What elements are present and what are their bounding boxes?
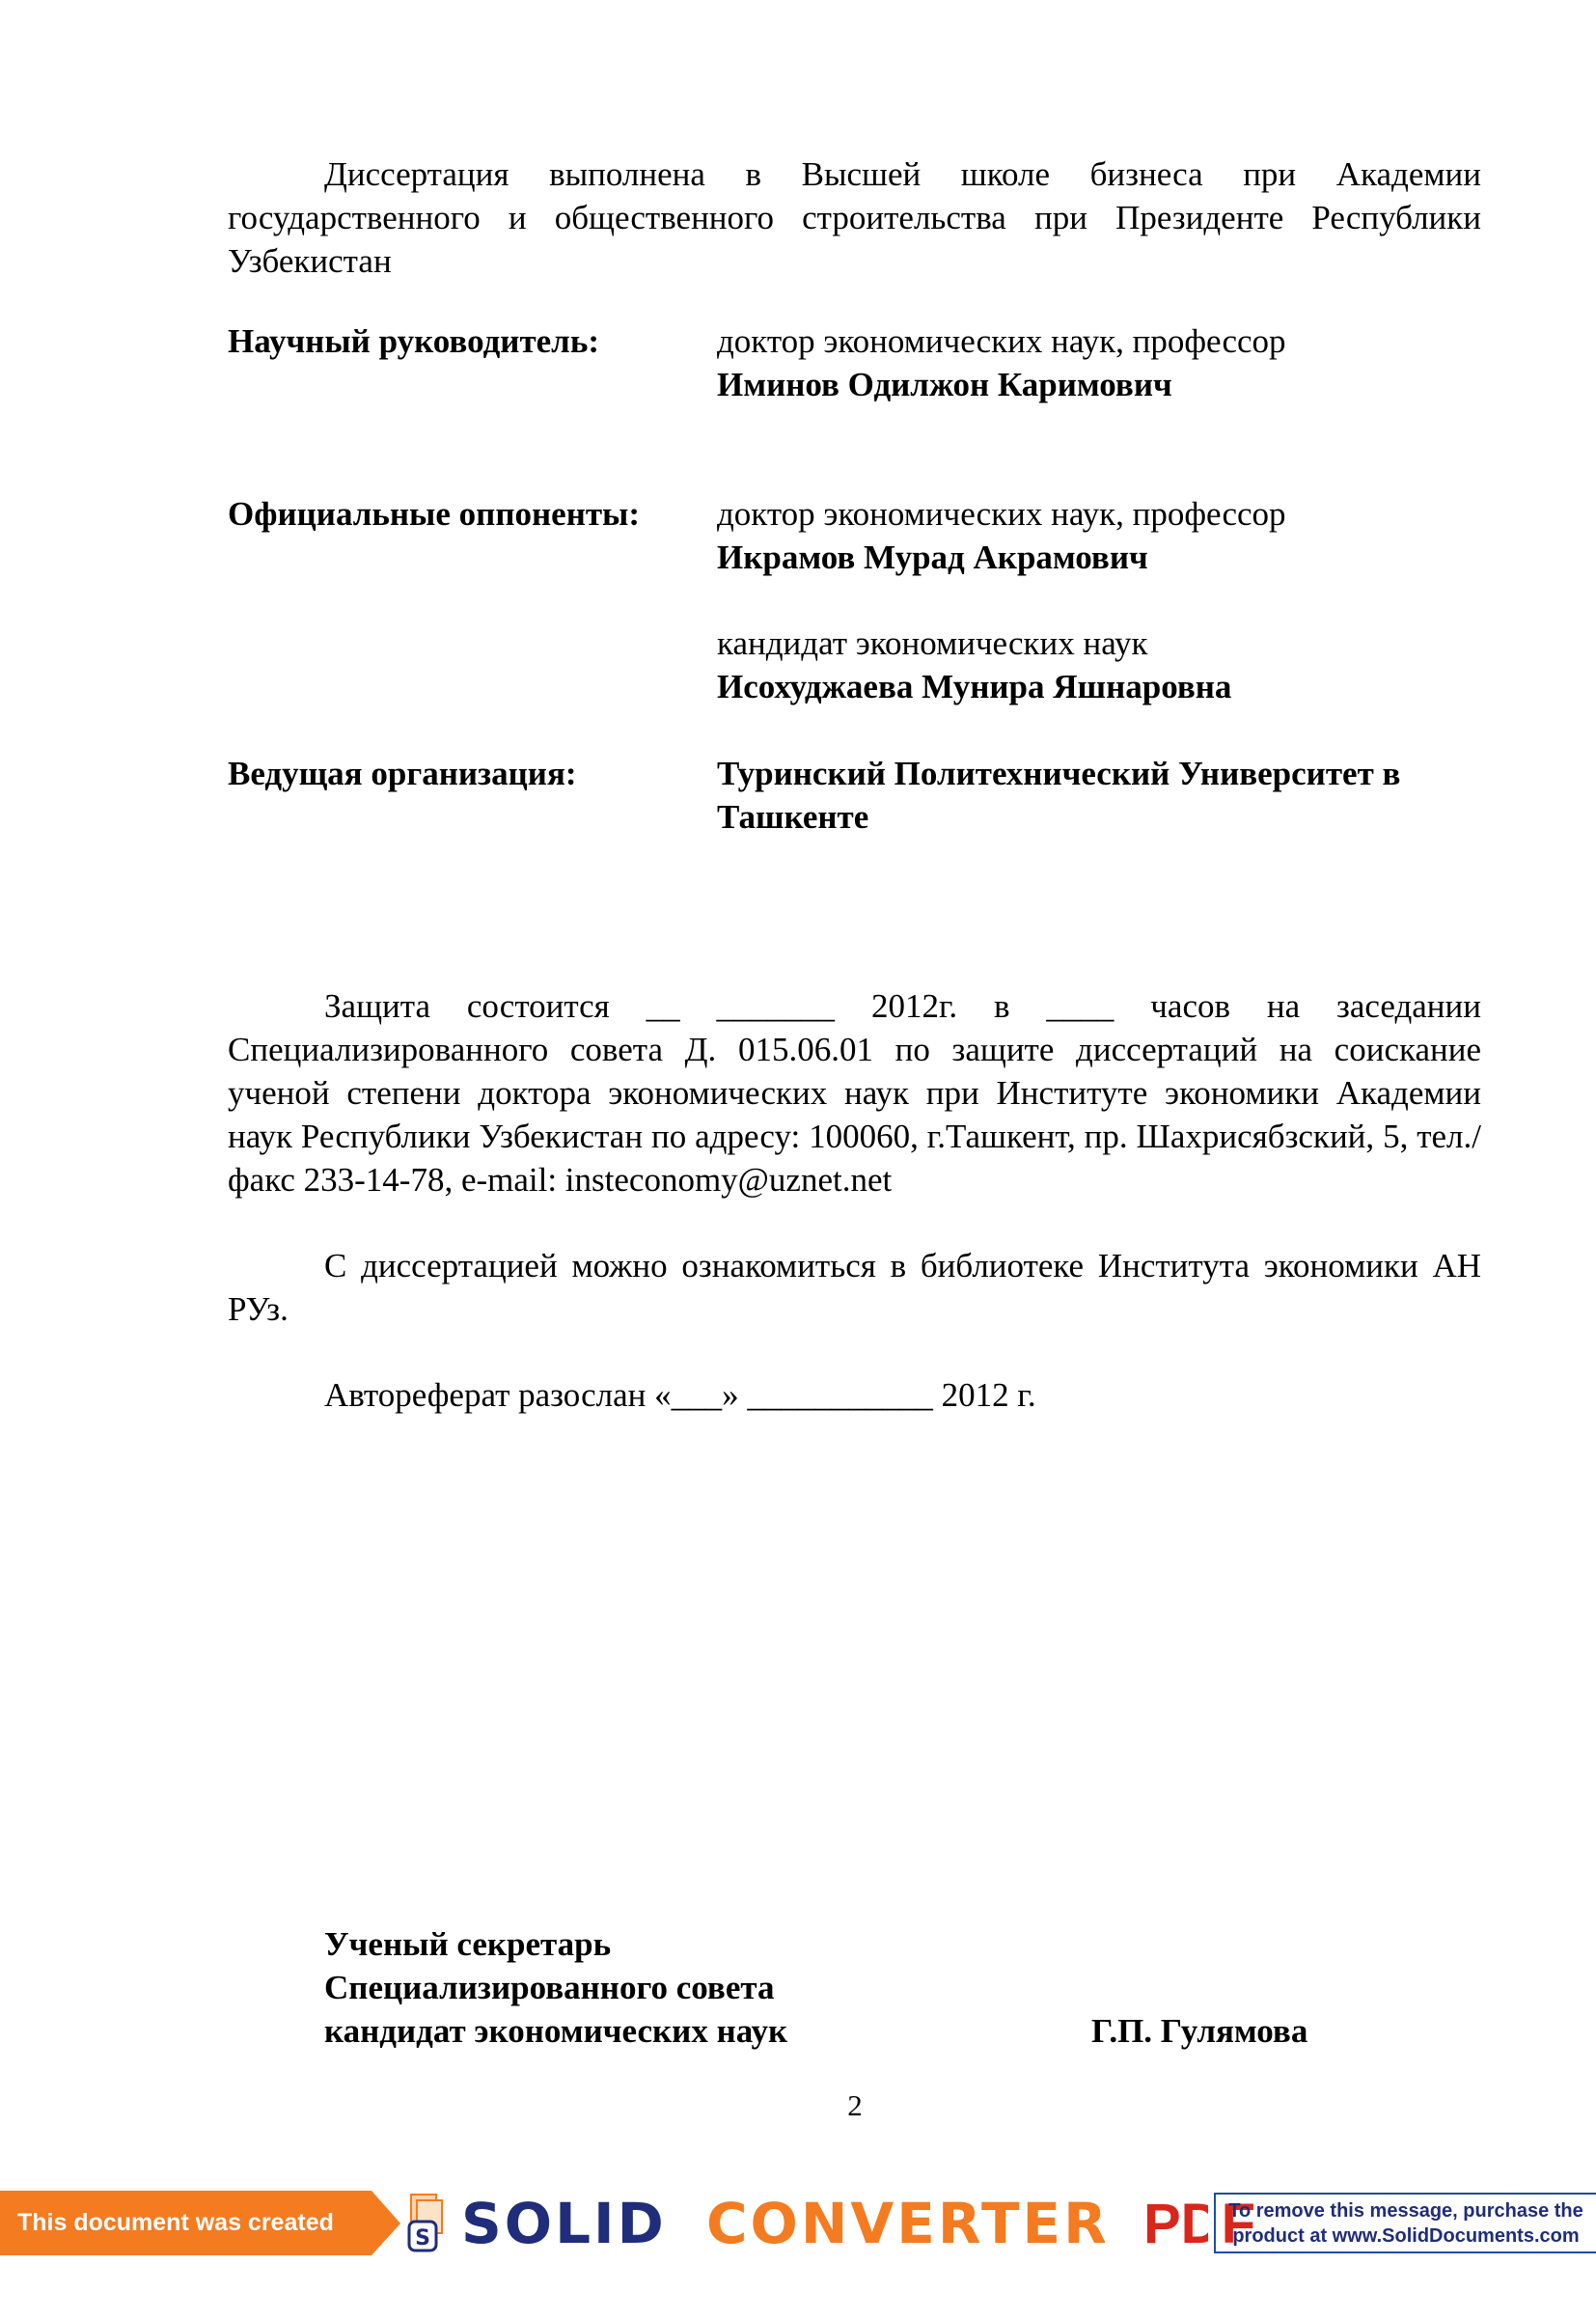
banner-brand — [461, 2193, 1255, 2254]
brand-word-solid: SOLID — [461, 2191, 667, 2256]
signature-line3: кандидат экономических наук — [324, 2012, 788, 2050]
opponent2-degree: кандидат экономических наук — [717, 624, 1148, 662]
leading-org-line1: Туринский Политехнический Университет в — [717, 755, 1401, 792]
signature-name: Г.П. Гулямова — [1091, 2012, 1308, 2050]
signature-line2: Специализированного совета — [324, 1969, 775, 2006]
leading-org-label: Ведущая организация: — [228, 755, 577, 792]
page-number: 2 — [847, 2088, 863, 2122]
leading-org-line2: Ташкенте — [717, 798, 869, 836]
brand-word-converter: CONVERTER — [705, 2191, 1110, 2256]
svg-text:S: S — [415, 2226, 430, 2251]
library-text: С диссертацией можно ознакомиться в библиотеке Института экономики АН РУз. — [228, 1247, 1481, 1328]
opponent2-name: Исохуджаева Мунира Яшнаровна — [717, 668, 1232, 705]
abstract-sent-text: Автореферат разослан «___» ___________ 2012 г. — [324, 1376, 1036, 1414]
opponents-label: Официальные оппоненты: — [228, 495, 641, 533]
banner-left-text: This document was created using — [0, 2191, 371, 2255]
brand-word-pdf: PDF — [1143, 2193, 1255, 2255]
banner-purchase-message[interactable] — [1214, 2193, 1596, 2253]
banner-arrow — [371, 2191, 400, 2255]
defense-paragraph — [228, 984, 1481, 1201]
solid-converter-logo-icon — [405, 2193, 452, 2254]
supervisor-label: Научный руководитель: — [228, 322, 599, 360]
signature-line1: Ученый секретарь — [324, 1925, 612, 1963]
supervisor-name: Иминов Одилжон Каримович — [717, 366, 1172, 403]
banner-right-line1: To remove this message, purchase the — [1228, 2200, 1583, 2222]
banner-right-line2: product at www.SolidDocuments.com — [1232, 2225, 1580, 2247]
intro-text: Диссертация выполнена в Высшей школе бизнеса при Академии государственного и общественного строительства при Президенте Республики Узбекистан — [228, 155, 1481, 280]
watermark-banner — [0, 2189, 1596, 2301]
opponent1-degree: доктор экономических наук, профессор — [717, 495, 1286, 533]
supervisor-degree: доктор экономических наук, профессор — [717, 322, 1286, 360]
defense-text: Защита состоится __ _______ 2012г. в ____ часов на заседании Специализированного совета Д. 015.06.01 по защите диссертаций на соискание ученой степени доктора экономических наук при Институте экономики Академии наук Республики Узбекистан по адресу: 100060, г.Ташкент, пр. Шахрисябзский, 5, тел./факс 233-14-78, e-mail: insteconomy@uznet.net — [228, 987, 1481, 1199]
abstract-sent-paragraph — [228, 1373, 1481, 1417]
opponent1-name: Икрамов Мурад Акрамович — [717, 539, 1148, 576]
intro-paragraph — [228, 152, 1481, 283]
library-paragraph — [228, 1244, 1481, 1331]
